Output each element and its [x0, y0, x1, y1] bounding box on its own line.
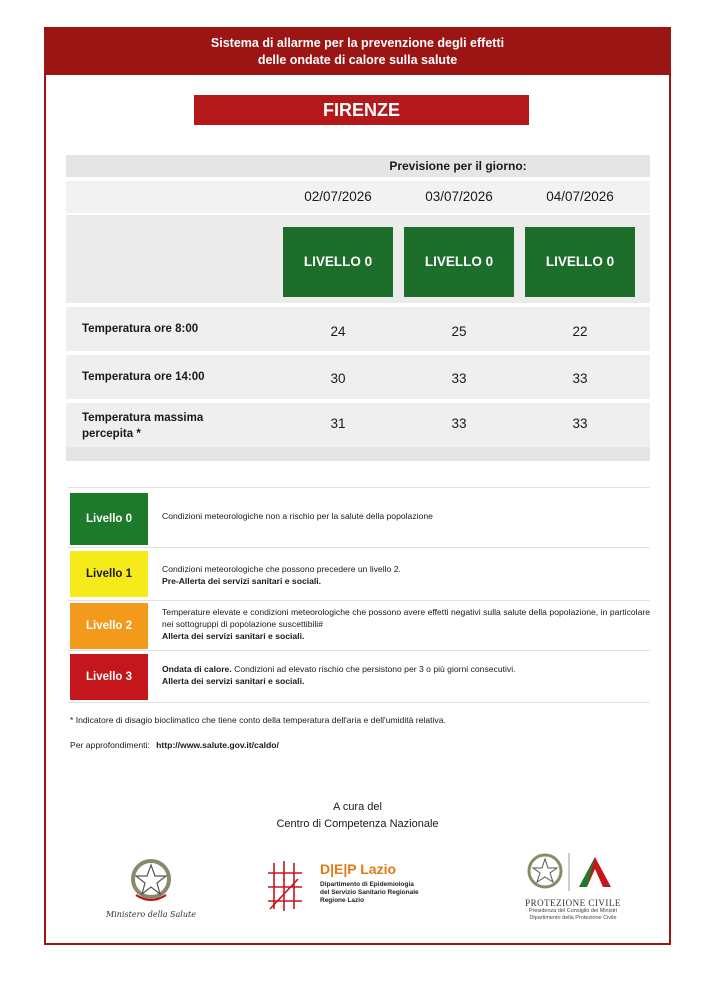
level-badge-day-2: LIVELLO 0: [404, 227, 514, 297]
level-badge-day-3: LIVELLO 0: [525, 227, 635, 297]
dep-lazio-logo: [268, 859, 448, 915]
dep-line-3: Regione Lazio: [320, 897, 365, 904]
temp-14-day-2: 33: [451, 371, 467, 386]
forecast-title: Previsione per il giorno:: [389, 159, 527, 173]
date-day-2: 03/07/2026: [425, 189, 493, 204]
curated-line-1: A cura del: [333, 801, 382, 813]
temp-label-perceived-line-2: percepita *: [82, 428, 141, 440]
dep-brand: D|E|P Lazio: [320, 861, 397, 877]
pc-sub-1: Presidenza del Consiglio dei Ministri: [528, 908, 618, 914]
protezione-civile-emblem-icon: [525, 849, 621, 893]
legend-row-level-2: [68, 600, 650, 649]
legend-row-level-1: [68, 547, 650, 600]
temp-label-perceived-line-1: Temperatura massima: [82, 412, 204, 424]
temp-row-8: [66, 307, 650, 351]
legend-bottom-rule: [68, 702, 650, 704]
bulletin-header: [46, 29, 669, 75]
header-line-2: delle ondate di calore sulla salute: [257, 53, 458, 67]
legend-desc-level-1: Condizioni meteorologiche che possono precedere un livello 2.: [162, 564, 401, 574]
italian-emblem-icon: [128, 855, 174, 905]
legend-alert-level-1: Pre-Allerta dei servizi sanitari e sociali.: [162, 576, 322, 586]
forecast-title-row: [66, 155, 650, 177]
city-title: FIRENZE: [194, 95, 529, 125]
temp-8-day-2: 25: [451, 324, 467, 339]
legend-desc-level-2: Temperature elevate e condizioni meteorologiche che possono avere effetti negativi sulla salute della popolazione, in particolare nei sottogruppi di popolazione suscettibili#: [162, 607, 650, 629]
legend-alert-level-3: Allerta dei servizi sanitari e sociali.: [162, 676, 305, 686]
levels-row: [66, 215, 650, 303]
legend-badge-level-1: Livello 1: [70, 551, 148, 597]
legend-row-level-3: [68, 650, 650, 703]
more-info-label: Per approfondimenti:: [70, 740, 150, 750]
temp-perceived-day-3: 33: [572, 416, 588, 431]
dates-row: [66, 181, 650, 213]
legend-text-level-3: [162, 663, 650, 687]
curated-line-2: Centro di Competenza Nazionale: [276, 818, 439, 830]
pc-title: PROTEZIONE CIVILE: [525, 898, 621, 908]
temp-14-day-1: 30: [330, 371, 346, 386]
more-info-link[interactable]: http://www.salute.gov.it/caldo/: [156, 740, 279, 750]
footnote: * Indicatore di disagio bioclimatico che tiene conto della temperatura dell'aria e dell'umidità relativa.: [70, 715, 446, 725]
header-line-1: Sistema di allarme per la prevenzione degli effetti: [210, 36, 505, 50]
date-day-1: 02/07/2026: [304, 189, 372, 204]
temp-label-perceived: [82, 410, 203, 442]
temp-label-14: Temperatura ore 14:00: [82, 371, 205, 383]
temp-perceived-day-1: 31: [330, 416, 346, 431]
dep-line-1: Dipartimento di Epidemiologia: [320, 881, 414, 888]
table-footer-band: [66, 447, 650, 461]
legend-text-level-0: Condizioni meteorologiche non a rischio per la salute della popolazione: [162, 511, 433, 521]
legend-desc-level-3: Condizioni ad elevato rischio che persistono per 3 o più giorni consecutivi.: [231, 664, 516, 674]
legend-badge-level-3: Livello 3: [70, 654, 148, 700]
legend-badge-level-0: Livello 0: [70, 493, 148, 545]
more-info-line: [70, 740, 279, 750]
dep-line-2: del Servizio Sanitario Regionale: [320, 889, 419, 896]
legend-row-level-0: [68, 487, 650, 546]
legend-bold-prefix-level-3: Ondata di calore.: [162, 664, 232, 674]
ministry-name: Ministero della Salute: [106, 910, 196, 919]
temp-label-8: Temperatura ore 8:00: [82, 323, 199, 335]
date-day-3: 04/07/2026: [546, 189, 614, 204]
temp-8-day-3: 22: [572, 324, 588, 339]
pc-sub-2: Dipartimento della Protezione Civile: [529, 915, 617, 921]
protezione-civile-logo: [521, 849, 625, 922]
temp-8-day-1: 24: [330, 324, 346, 339]
legend-badge-level-2: Livello 2: [70, 603, 148, 649]
level-badge-day-1: LIVELLO 0: [283, 227, 393, 297]
legend-text-level-1: [162, 563, 650, 587]
temp-perceived-day-2: 33: [451, 416, 467, 431]
temp-14-day-3: 33: [572, 371, 588, 386]
legend-text-level-2: [162, 606, 650, 642]
ministry-logo: [106, 855, 196, 919]
temp-row-perceived: [66, 403, 650, 447]
curated-by: [46, 799, 669, 833]
legend-alert-level-2: Allerta dei servizi sanitari e sociali.: [162, 631, 305, 641]
temp-row-14: [66, 355, 650, 399]
bulletin-frame: [44, 27, 671, 945]
